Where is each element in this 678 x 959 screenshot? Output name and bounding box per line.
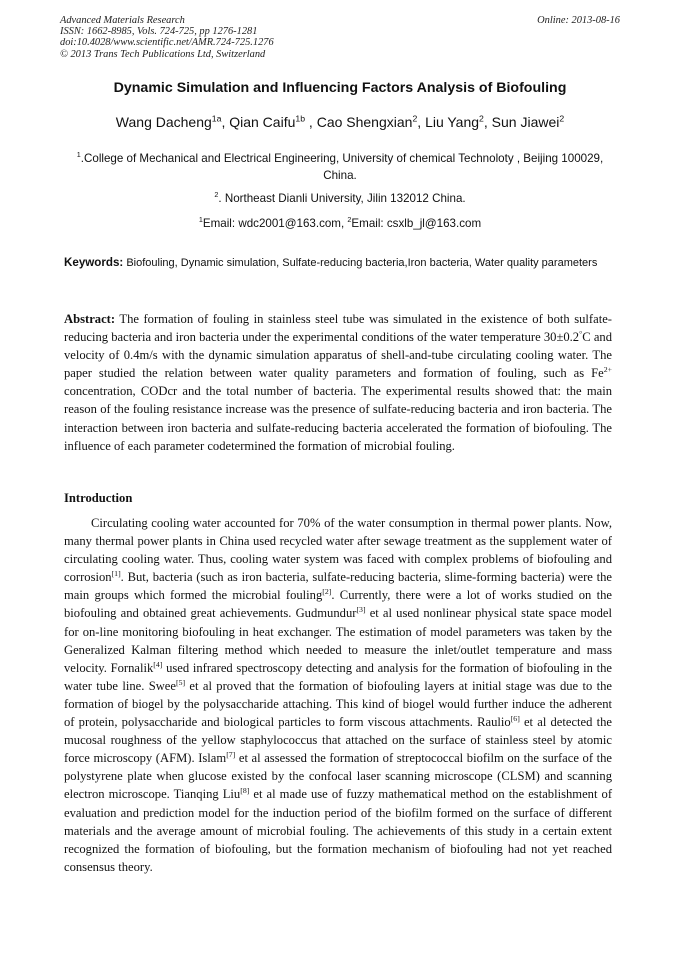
introduction-heading: Introduction [64,491,133,505]
affiliation-1: $^1$.College of Mechanical and Electrical Engineering, University of chemical Technoloty , Beijing 100029, China. [76,150,604,182]
citation[interactable]: [6] [510,713,520,723]
keywords-text: Biofouling, Dynamic simulation, Sulfate-reducing bacteria,Iron bacteria, Water quality parameters [123,257,598,269]
email-link-2[interactable]: Email: csxlb_jl@163.com [351,217,482,230]
copyright-line: © 2013 Trans Tech Publications Ltd, Switzerland [60,48,266,60]
author: Qian Caifu$^{1b}$ , [229,113,317,130]
online-date: Online: 2013-08-16 [537,15,620,26]
author-list [60,114,620,130]
author: Wang Dacheng$^{1a}$, [115,113,230,130]
citation[interactable]: [3] [356,605,366,615]
affiliation-2: $^2$. Northeast Dianli University, Jilin 132012 China. [214,190,466,205]
doi-line: doi:10.4028/www.scientific.net/AMR.724-725.1276 [60,37,274,49]
email-link-1[interactable]: Email: wdc2001@163.com, [202,217,348,230]
journal-name: Advanced Materials Research [60,15,185,26]
email-line: $^1$Email: wdc2001@163.com, $^2$Email: csxlb_jl@163.com [198,215,482,230]
citation[interactable]: [1] [111,569,121,579]
abstract: Abstract: The formation of fouling in stainless steel tube was simulated in the existence of both sulfate-reducing bacteria and iron bacteria under the experimental conditions of the water temperature 30±0.2°C and velocity of 0.4m/s with the dynamic simulation apparatus of shell-and-tube circulating cooling water. The paper studied the relation between water quality parameters and formation of fouling, such as $Fe^{2+}$ concentration, CODcr and the total number of bacteria. The experimental results showed that: the main reason of the fouling resistance increase was the presence of sulfate-reducing bacteria and iron bacteria. The interaction between iron bacteria and sulfate-reducing bacteria accelerated the formation of biofouling. The influence of each parameter codetermined the formation of microbial fouling. [64,312,613,453]
citation[interactable]: [4] [153,659,163,669]
citation[interactable]: [2] [322,587,332,597]
abstract-label: Abstract: [64,312,116,326]
paper-title: Dynamic Simulation and Influencing Factors Analysis of Biofouling [113,80,567,96]
author: Sun Jiawei$^2$ [491,113,565,130]
introduction-paragraph: Circulating cooling water accounted for 70% of the water consumption in thermal power plants. Now, many thermal power plants in China used recycled water after sewage treatment as the supplement water of circulating cooling water. Thus, cooling water system was faced with complex problems of biofouling and corrosion[1]. But, bacteria (such as iron bacteria, sulfate-reducing bacteria, slime-forming bacteria) were the main groups which formed the microbial fouling[2]. Currently, there were a lot of works studied on the biofouling and obtained great achievements. Gudmundur[3] et al used nonlinear physical state space model for on-line monitoring biofouling in heat exchanger. The estimation of model parameters was taken by the Generalized Kalman filtering method which needed to measure the inlet/outlet temperature and mass velocity. Fornalik[4] used infrared spectroscopy detecting and analysis for the formation of biofouling in the water tube line. Swee[5] et al proved that the formation of biofouling layers at initial stage was due to the formation of biogel by the polysaccharide attaching. This kind of biogel would further induce the adherent of protein, polysaccharide and biological particles to form viscous attachments. Raulio[6] et al detected the mucosal roughness of the yellow staphylococcus that attached on the surface of stainless steel by atomic force microscopy (AFM). Islam[7] et al assessed the formation of streptococcal biofilm on the surface of the polystyrene plate when glucose existed by the confocal laser scanning microscope (CLSM) and scanning electron microscope. Tianqing Liu[8] et al made use of fuzzy mathematical method on the establishment of evaluation and prediction model for the induction period of the biofilm formed on the surface of different materials and the average amount of microbial fouling. The achievements of this study in a certain extent recognized the formation of biofouling, but the formation mechanism of biofouling had not yet reached consensus theory. [64,516,613,874]
author: Liu Yang$^2$, [425,113,492,130]
citation[interactable]: [8] [240,786,250,796]
journal-header [60,15,620,60]
citation[interactable]: [5] [176,677,186,687]
author: Cao Shengxian$^2$, [316,113,426,130]
citation[interactable]: [7] [226,750,236,760]
issn-line: ISSN: 1662-8985, Vols. 724-725, pp 1276-1281 [60,26,258,38]
keywords [64,255,612,272]
keywords-label: Keywords: [64,256,124,269]
